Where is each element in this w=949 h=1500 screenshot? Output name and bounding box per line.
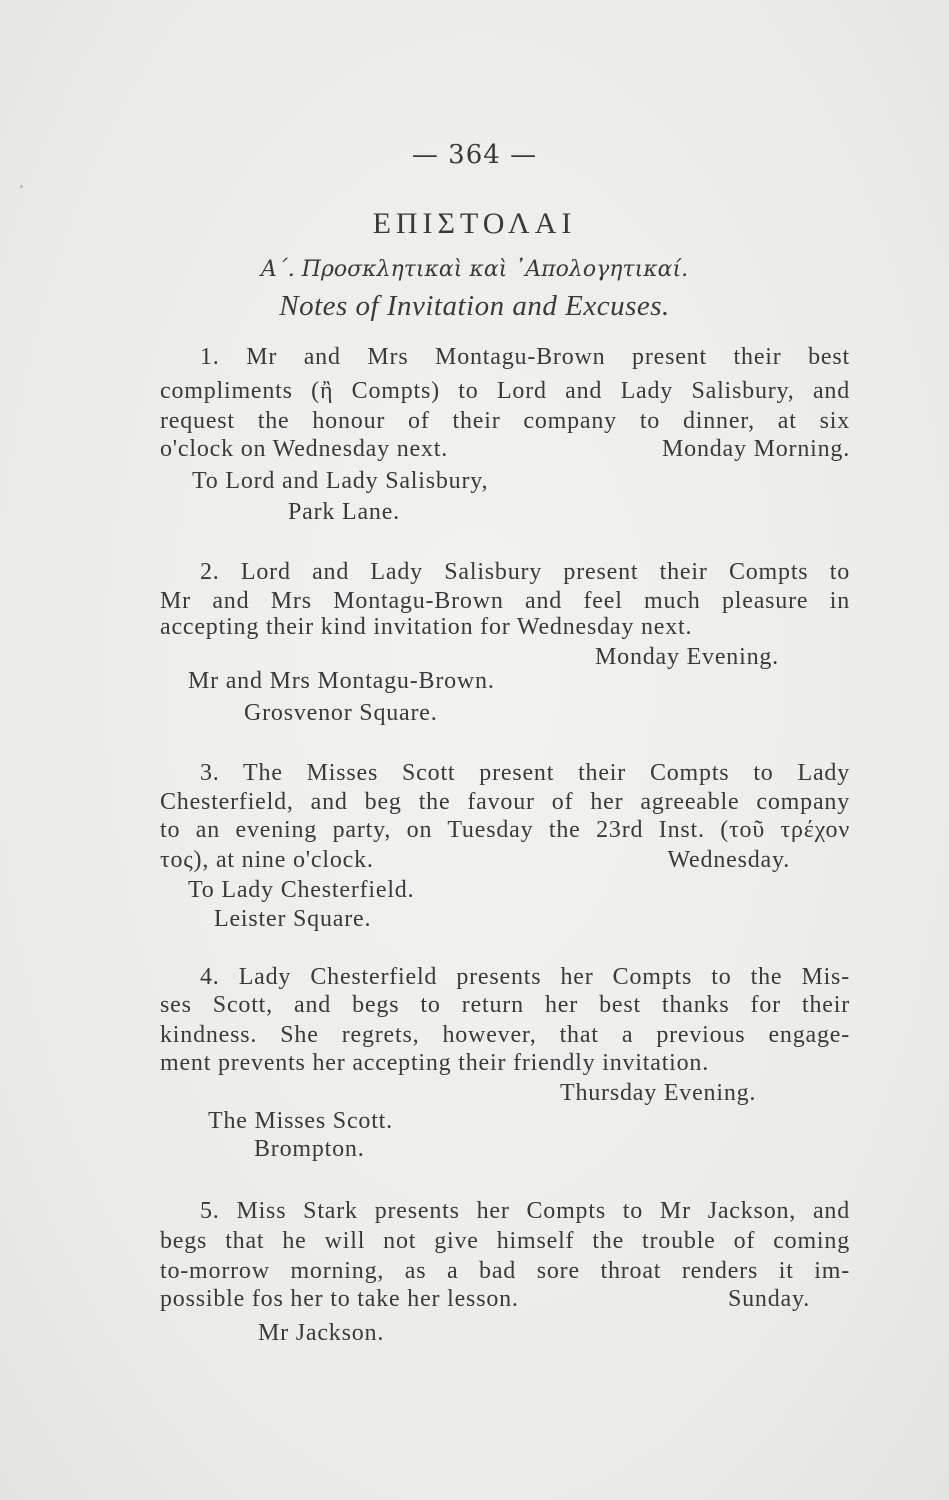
subheading-english: Notes of Invitation and Excuses. (279, 290, 670, 322)
letter-2-date: Monday Evening. (595, 644, 779, 670)
letter-2-line-1: 2. Lord and Lady Salisbury present their Compts to (200, 559, 850, 585)
letter-4-line-3: kindness. She regrets, however, that a previous engage- (160, 1022, 850, 1048)
letter-2-address-1: Mr and Mrs Montagu-Brown. (188, 668, 495, 694)
letter-1-date: Monday Morning. (662, 436, 850, 462)
letter-1-address-2: Park Lane. (288, 499, 400, 525)
letter-1-line-3: request the honour of their company to dinner, at six (160, 408, 850, 434)
letter-2-line-2: Mr and Mrs Montagu-Brown and feel much pleasure in (160, 588, 850, 614)
subheading-greek: Α΄. Προσκλητικαὶ καὶ ᾽Απολογητικαί. (260, 257, 689, 282)
letter-3-line-2: Chesterfield, and beg the favour of her agreeable company (160, 789, 850, 815)
letter-4-date: Thursday Evening. (560, 1080, 757, 1106)
letter-5-closing-line (160, 1284, 850, 1314)
letter-4-line-2: ses Scott, and begs to return her best thanks for their (160, 992, 850, 1018)
letter-3-line-1: 3. The Misses Scott present their Compts to Lady (200, 760, 850, 786)
letter-1-line-1: 1. Mr and Mrs Montagu-Brown present their best (200, 344, 850, 370)
chapter-heading: ΕΠΙΣΤΟΛΑΙ (372, 207, 577, 240)
letter-4-address-2: Brompton. (254, 1136, 365, 1162)
paper-speck (20, 185, 23, 188)
letter-4-line-1: 4. Lady Chesterfield presents her Compts to the Mis- (200, 964, 850, 990)
letter-4-address-1: The Misses Scott. (208, 1108, 393, 1134)
letter-5-line-3: to-morrow morning, as a bad sore throat renders it im- (160, 1258, 850, 1284)
letter-5-address-1: Mr Jackson. (258, 1320, 385, 1346)
letter-3-line-3: to an evening party, on Tuesday the 23rd Inst. (τοῦ τρέχον (160, 817, 850, 843)
letter-2-line-3: accepting their kind invitation for Wednesday next. (160, 614, 693, 640)
letter-5-date: Sunday. (727, 1286, 810, 1312)
letter-5-line-2: begs that he will not give himself the trouble of coming (160, 1228, 850, 1254)
letter-1-closing-line (160, 434, 850, 464)
letter-1-address-1: To Lord and Lady Salisbury, (192, 468, 489, 494)
letter-4-line-4: ment prevents her accepting their friendly invitation. (160, 1050, 710, 1076)
letter-5-line-1: 5. Miss Stark presents her Compts to Mr Jackson, and (200, 1198, 850, 1224)
letter-3-date: Wednesday. (667, 847, 790, 873)
letter-3-closing-line (160, 845, 850, 875)
letter-3-last-line: τος), at nine o'clock. (160, 847, 374, 873)
page-number: — 364 — (411, 140, 538, 170)
letter-2-address-2: Grosvenor Square. (244, 700, 438, 726)
letter-1-line-2: compliments (ἢ Compts) to Lord and Lady Salisbury, and (160, 378, 850, 404)
letter-5-last-line: possible fos her to take her lesson. (160, 1286, 519, 1312)
letter-3-address-2: Leister Square. (214, 906, 372, 932)
letter-1-last-line: o'clock on Wednesday next. (160, 436, 449, 462)
letter-3-address-1: To Lady Chesterfield. (188, 877, 415, 903)
